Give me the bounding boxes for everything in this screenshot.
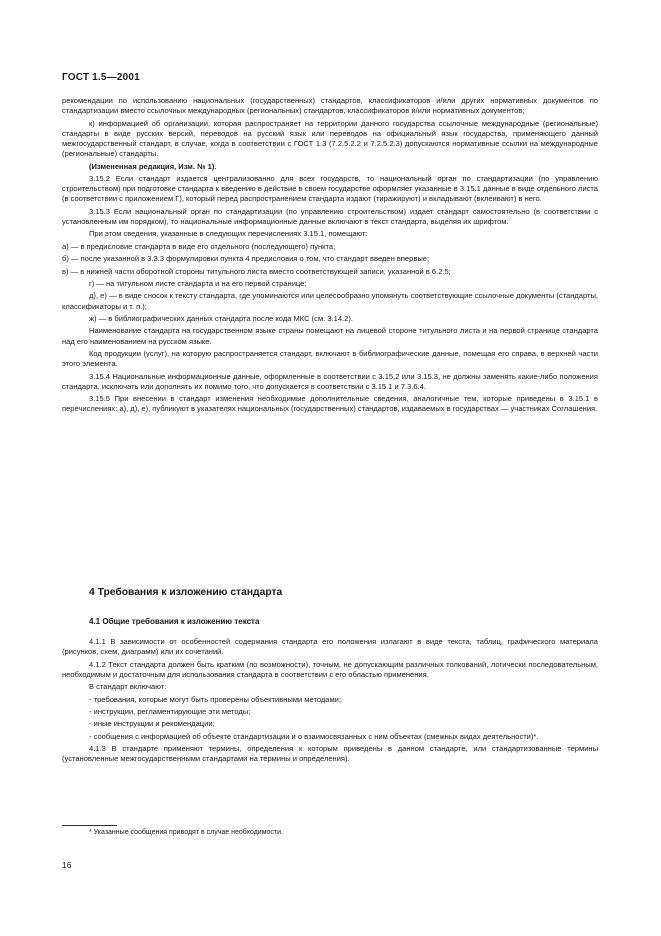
- paragraph: 3.15.5 При внесении в стандарт изменения необходимые дополнительные сведения, аналогичные тем, которые приведены в 3.15.1 в перечислениях: а), д), е), публикуют в указателях национальных (государственных) стандартов, издаваемых в государствах — участниках Соглашения.: [62, 394, 598, 414]
- paragraph: 4.1.2 Текст стандарта должен быть кратким (по возможности), точным, не допускающим различных толкований, логически последовательным, необходимым и достаточным для использования стандарта в соответствии с его областью применения.: [62, 659, 598, 679]
- paragraph: г) — на титульном листе стандарта и на его первой странице;: [89, 278, 307, 288]
- paragraph: - инструкции, регламентирующие эти методы;: [89, 706, 251, 716]
- paragraph: а) — в предисловие стандарта в виде его отдельного (последующего) пункта;: [62, 241, 336, 251]
- running-header: ГОСТ 1.5—2001: [62, 72, 140, 83]
- paragraph: б) — после указанной в 3.3.3 формулировки пункта 4 предисловия о том, что стандарт введен впервые;: [62, 254, 430, 264]
- paragraph: Наименование стандарта на государственном языке страны помещают на лицевой стороне титульного листа и на первой странице стандарта над его наименованием на русском языке.: [62, 326, 598, 346]
- paragraph: д), е) — в виде сносок к тексту стандарта, где упоминаются или целесообразно упомянуть соответствующие ссылочные документы (стандарты, классификаторы и т. п.);: [62, 291, 598, 311]
- section-3-15-text: [62, 96, 598, 417]
- paragraph: - иные инструкции и рекомендации;: [89, 719, 215, 729]
- paragraph: 4.1.1 В зависимости от особенностей содержания стандарта его положения излагают в виде текста, таблиц, графического материала (рисунков, схем, диаграмм) или их сочетаний.: [62, 637, 598, 657]
- footnote: * Указанные сообщения приводят в случае необходимости.: [89, 829, 283, 836]
- section-title: 4 Требования к изложению стандарта: [89, 587, 283, 598]
- paragraph: Код продукции (услуг), на которую распространяется стандарт, включают в библиографические данные, помещая его справа, в верхней части этого элемента.: [62, 348, 598, 369]
- paragraph: 3.15.4 Национальные информационные данные, оформленные в соответствии с 3.15.2 или 3.15.3, не должны заменять какие-либо положения стандарта, исключать или дополнять их помимо того, что допускается в соответствии с 3.15.1 и 7.3.6.4.: [62, 371, 598, 391]
- subsection-title: 4.1 Общие требования к изложению текста: [89, 617, 260, 626]
- section-4-1-text: [62, 637, 598, 767]
- page-number: 16: [62, 860, 72, 870]
- paragraph: - сообщения с информацией об объекте стандартизации и о взаимосвязанных с ним объектах (смежных видах деятельности)*.: [89, 731, 539, 741]
- paragraph: в) — в нижней части оборотной стороны титульного листа вместо соответствующей записи, указанной в 6.2.5;: [62, 266, 451, 276]
- paragraph: 4.1.3 В стандарте применяют термины, определения к которым приведены в данном стандарте, или стандартизованные термины (установленные межгосударственными стандартами на термины и определения).: [62, 744, 598, 764]
- paragraph: При этом сведения, указанные в следующих перечислениях 3.15.1, помещают:: [89, 229, 368, 239]
- paragraph: - требования, которые могут быть проверены объективными методами;: [89, 694, 341, 704]
- paragraph: (Измененная редакция, Изм. № 1).: [89, 161, 217, 171]
- paragraph: рекомендации по использованию национальных (государственных) стандартов, классификаторов и/или других нормативных документов по стандартизации вместо ссылочных международных (региональных) стандартов, классификаторов и/или нормативных документов;: [62, 96, 598, 116]
- paragraph: к) информацией об организации, которая распространяет на территории данного государства ссылочные международные (региональные) стандарты в виде русских версий, переводов на русский язык или переводов на официальный язык государства, применяющего данный межгосударственный стандарт, в случае, когда в соответствии с ГОСТ 1.3 (7.2.5.2.2 и 7.2.5.2.3) допускаются нормативные ссылки на международные (региональные) стандарты.: [62, 118, 598, 159]
- paragraph: ж) — в библиографических данных стандарта после кода МКС (см. 3.14.2).: [89, 313, 353, 323]
- paragraph: 3.15.2 Если стандарт издается централизованно для всех государств, то национальный орган по стандартизации (по управлению строительством) при подготовке стандарта к введению в действие в своем государстве оформляет указанные в 3.15.1 данные в виде отдельного листа (в соответствии с приложением Г), который перед распространением стандарта издают (тиражируют) и вкладывают (вклеивают) в него.: [62, 173, 598, 204]
- footnote-rule: [62, 825, 117, 826]
- paragraph: 3.15.3 Если национальный орган по стандартизации (по управлению строительством) издает стандарт самостоятельно (в соответствии с установленным им порядком), то национальные информационные данные включают в текст стандарта, выделяя их шрифтом.: [62, 206, 598, 226]
- paragraph: В стандарт включают:: [89, 682, 167, 692]
